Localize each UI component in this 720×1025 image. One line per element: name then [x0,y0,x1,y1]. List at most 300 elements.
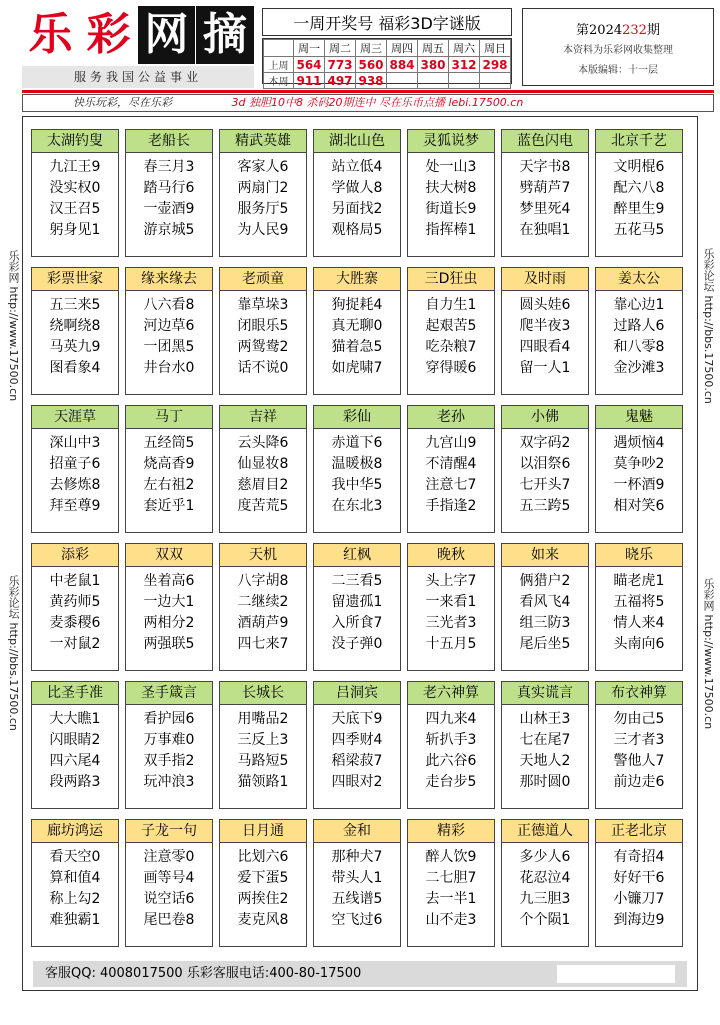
puzzle-line: 如虎啸7 [331,360,383,376]
puzzle-body [220,153,306,241]
puzzle-line: 看风飞4 [519,594,571,610]
puzzle-author: 灵狐说梦 [408,130,494,153]
puzzle-author: 晚秋 [408,544,494,567]
puzzle-body [126,843,212,931]
puzzle-author: 马丁 [126,406,212,429]
puzzle-author: 老六神算 [408,682,494,705]
puzzle-author: 长城长 [220,682,306,705]
puzzle-line: 说空话6 [143,891,195,907]
puzzle-author: 老船长 [126,130,212,153]
puzzle-body [502,567,588,655]
puzzle-line: 用嘴品2 [237,711,289,727]
logo-char: 摘 [196,6,254,64]
edition-title: 一周开奖号 福彩3D字谜版 [262,8,512,36]
puzzle-author: 鬼魅 [596,406,682,429]
puzzle-line: 一杯酒9 [613,477,665,493]
puzzle-author: 金和 [314,820,400,843]
puzzle-card [501,405,589,533]
puzzle-line: 八字胡8 [237,573,289,589]
puzzle-author: 正德道人 [502,820,588,843]
puzzle-line: 个个陨1 [519,912,571,928]
issue-prefix: 第2024 [576,23,623,38]
puzzle-card [313,267,401,395]
puzzle-line: 尾后坐5 [519,636,571,652]
puzzle-line: 我中华5 [331,477,383,493]
draw-number: 938 [356,73,387,89]
puzzle-author: 正老北京 [596,820,682,843]
puzzle-line: 烧高香9 [143,456,195,472]
puzzle-line: 山不走3 [425,912,477,928]
puzzle-line: 两相分2 [143,615,195,631]
puzzle-line: 过路人6 [613,318,665,334]
puzzle-line: 难独霸1 [49,912,101,928]
puzzle-line: 有奇招4 [613,849,665,865]
draw-number [449,73,480,89]
puzzle-body [220,843,306,931]
puzzle-author: 布衣神算 [596,682,682,705]
puzzle-line: 扶大树8 [425,180,477,196]
puzzle-line: 温暖极8 [331,456,383,472]
puzzle-line: 靠草垛3 [237,297,289,313]
puzzle-author: 老顽童 [220,268,306,291]
puzzle-line: 画等号4 [143,870,195,886]
puzzle-line: 中老鼠1 [49,573,101,589]
puzzle-line: 自力生1 [425,297,477,313]
puzzle-line: 以泪祭6 [519,456,571,472]
issue-id: 232 [622,23,647,38]
draw-number: 773 [325,57,356,73]
corner-cell [264,40,294,57]
puzzle-author: 姜太公 [596,268,682,291]
puzzle-line: 九江王9 [49,159,101,175]
day-header: 周二 [325,40,356,57]
puzzle-body [408,705,494,793]
puzzle-author: 吕洞宾 [314,682,400,705]
day-header: 周五 [418,40,449,57]
puzzle-card [125,819,213,947]
puzzle-card [219,819,307,947]
puzzle-card [595,543,683,671]
puzzle-line: 穿得暖6 [425,360,477,376]
slogan: 服务我国公益事业 [22,66,254,88]
puzzle-card [595,681,683,809]
puzzle-line: 留遗孤1 [331,594,383,610]
puzzle-line: 客家人6 [237,159,289,175]
puzzle-line: 文明棍6 [613,159,665,175]
puzzle-line: 留一人1 [519,360,571,376]
ticker-bar [22,94,714,112]
ticker-promo-link[interactable]: 3d 独胆10中8 杀码20期连中 尽在乐币点播 lebi.17500.cn [231,96,524,109]
puzzle-line: 勿由己5 [613,711,665,727]
puzzle-grid [22,116,698,991]
puzzle-author: 大胜寨 [314,268,400,291]
puzzle-line: 二三看5 [331,573,383,589]
puzzle-line: 那种犬7 [331,849,383,865]
puzzle-line: 玩冲浪3 [143,774,195,790]
puzzle-card [125,543,213,671]
puzzle-author: 廊坊鸿运 [32,820,118,843]
puzzle-card [501,129,589,257]
puzzle-author: 如来 [502,544,588,567]
puzzle-line: 梦里死4 [519,201,571,217]
puzzle-line: 四季财4 [331,732,383,748]
puzzle-author: 添彩 [32,544,118,567]
puzzle-line: 手指逢2 [425,498,477,514]
puzzle-line: 醉人饮9 [425,849,477,865]
puzzle-card [125,267,213,395]
puzzle-line: 左右祖2 [143,477,195,493]
puzzle-line: 话不说0 [237,360,289,376]
puzzle-line: 两强联5 [143,636,195,652]
day-header: 周三 [356,40,387,57]
puzzle-body [408,843,494,931]
puzzle-line: 两鸳鸯2 [237,339,289,355]
puzzle-line: 山林王3 [519,711,571,727]
puzzle-line: 看天空0 [49,849,101,865]
logo-char: 乐 [28,9,73,60]
draw-number: 564 [294,57,325,73]
puzzle-body [126,705,212,793]
puzzle-body [314,429,400,517]
puzzle-card [313,405,401,533]
puzzle-line: 此六谷6 [425,753,477,769]
puzzle-author: 精武英雄 [220,130,306,153]
puzzle-line: 在东北3 [331,498,383,514]
puzzle-line: 比划六6 [237,849,289,865]
puzzle-card [125,405,213,533]
puzzle-line: 七开头7 [519,477,571,493]
puzzle-line: 万事难0 [143,732,195,748]
puzzle-line: 莫争吵2 [613,456,665,472]
puzzle-line: 一来看1 [425,594,477,610]
puzzle-line: 俩猎户2 [519,573,571,589]
puzzle-card [313,819,401,947]
puzzle-line: 三才者3 [613,732,665,748]
puzzle-body [502,291,588,379]
puzzle-body [32,291,118,379]
puzzle-card [595,405,683,533]
puzzle-line: 前边走6 [613,774,665,790]
puzzle-card [313,543,401,671]
puzzle-line: 圆头娃6 [519,297,571,313]
puzzle-body [502,843,588,931]
puzzle-line: 赤道下6 [331,435,383,451]
puzzle-line: 七在尾7 [519,732,571,748]
puzzle-body [596,567,682,655]
puzzle-line: 绕啊绕8 [49,318,101,334]
puzzle-line: 在独唱1 [519,222,571,238]
puzzle-line: 为人民9 [237,222,289,238]
puzzle-line: 九宫山9 [425,435,477,451]
puzzle-body [314,843,400,931]
puzzle-body [408,567,494,655]
puzzle-author: 彩仙 [314,406,400,429]
puzzle-line: 爬半夜3 [519,318,571,334]
puzzle-body [408,291,494,379]
side-url-right-top: 乐彩论坛 http://bbs.17500.cn [702,248,715,404]
puzzle-card [31,681,119,809]
side-url-left-bottom: 乐彩论坛 http://bbs.17500.cn [7,575,20,731]
puzzle-body [502,153,588,241]
puzzle-card [407,405,495,533]
puzzle-body [220,567,306,655]
puzzle-line: 街道长9 [425,201,477,217]
puzzle-body [32,153,118,241]
puzzle-line: 稻梁菽7 [331,753,383,769]
puzzle-author: 蓝色闪电 [502,130,588,153]
row-label: 本周 [264,73,294,89]
puzzle-author: 湖北山色 [314,130,400,153]
puzzle-line: 去修炼8 [49,477,101,493]
issue-number [523,19,713,38]
puzzle-line: 双手指2 [143,753,195,769]
puzzle-line: 坐着高6 [143,573,195,589]
puzzle-line: 黄药师5 [49,594,101,610]
puzzle-line: 站立低4 [331,159,383,175]
puzzle-body [220,291,306,379]
puzzle-line: 处一山3 [425,159,477,175]
puzzle-body [32,705,118,793]
puzzle-line: 相对笑6 [613,498,665,514]
info-text: 本资料为乐彩网收集整理 [563,45,673,56]
puzzle-line: 四七来7 [237,636,289,652]
puzzle-line: 靠心边1 [613,297,665,313]
puzzle-body [220,429,306,517]
puzzle-line: 尾巴卷8 [143,912,195,928]
side-url-left-top: 乐彩网 http://www.17500.cn [7,250,20,402]
puzzle-line: 图看象4 [49,360,101,376]
draw-number: 911 [294,73,325,89]
puzzle-line: 汉王召5 [49,201,101,217]
puzzle-card [501,267,589,395]
puzzle-line: 另面找2 [331,201,383,217]
puzzle-author: 彩票世家 [32,268,118,291]
logo-char: 网 [138,6,195,64]
puzzle-card [407,681,495,809]
puzzle-line: 劈葫芦7 [519,180,571,196]
puzzle-line: 四九来4 [425,711,477,727]
footer-bar [33,961,687,987]
puzzle-line: 头上字7 [425,573,477,589]
customer-service-text: 客服QQ: 4008017500 乐彩客服电话:400-80-17500 [45,966,362,981]
puzzle-author: 天涯草 [32,406,118,429]
puzzle-body [596,153,682,241]
puzzle-author: 及时雨 [502,268,588,291]
puzzle-line: 八六看8 [143,297,195,313]
footer-blank-box [557,965,675,983]
table-header-row [264,40,511,57]
puzzle-line: 深山中3 [49,435,101,451]
puzzle-line: 五经筒5 [143,435,195,451]
puzzle-card [501,543,589,671]
puzzle-body [126,153,212,241]
puzzle-line: 两扇门2 [237,180,289,196]
draw-number [480,73,511,89]
issue-box [522,8,714,86]
puzzle-line: 闭眼乐5 [237,318,289,334]
puzzle-line: 河边草6 [143,318,195,334]
puzzle-line: 游京城5 [143,222,195,238]
puzzle-card [407,267,495,395]
puzzle-line: 吃杂粮7 [425,339,477,355]
puzzle-line: 段两路3 [49,774,101,790]
puzzle-line: 拜至尊9 [49,498,101,514]
puzzle-line: 爱下蛋5 [237,870,289,886]
puzzle-line: 猫领路1 [237,774,289,790]
puzzle-line: 麦克风8 [237,912,289,928]
puzzle-line: 春三月3 [143,159,195,175]
puzzle-line: 一边大1 [143,594,195,610]
puzzle-line: 算和值4 [49,870,101,886]
puzzle-line: 斩扒手3 [425,732,477,748]
puzzle-line: 那时圆0 [519,774,571,790]
puzzle-line: 大大瞧1 [49,711,101,727]
puzzle-line: 去一半1 [425,891,477,907]
puzzle-line: 不清醒4 [425,456,477,472]
puzzle-card [31,819,119,947]
draw-number: 380 [418,57,449,73]
puzzle-author: 圣手箴言 [126,682,212,705]
puzzle-body [126,567,212,655]
puzzle-line: 观格局5 [331,222,383,238]
issue-suffix: 期 [646,23,660,38]
puzzle-line: 情人来4 [613,615,665,631]
puzzle-line: 踏马行6 [143,180,195,196]
puzzle-line: 套近乎1 [143,498,195,514]
puzzle-card [219,405,307,533]
puzzle-line: 花忍泣4 [519,870,571,886]
day-header: 周一 [294,40,325,57]
puzzle-author: 比圣手准 [32,682,118,705]
puzzle-author: 老孙 [408,406,494,429]
puzzle-author: 日月通 [220,820,306,843]
puzzle-line: 看护园6 [143,711,195,727]
header-divider [22,90,714,93]
puzzle-line: 二七胆7 [425,870,477,886]
puzzle-line: 一团黑5 [143,339,195,355]
puzzle-line: 招童子6 [49,456,101,472]
puzzle-body [596,843,682,931]
puzzle-line: 躬身见1 [49,222,101,238]
draw-number: 560 [356,57,387,73]
puzzle-author: 缘来缘去 [126,268,212,291]
day-header: 周日 [480,40,511,57]
puzzle-line: 真无聊0 [331,318,383,334]
puzzle-body [408,153,494,241]
puzzle-body [32,567,118,655]
ticker-slogan: 快乐玩彩，尽在乐彩 [73,96,172,109]
puzzle-body [314,153,400,241]
puzzle-card [31,405,119,533]
puzzle-line: 五线谱5 [331,891,383,907]
puzzle-body [32,429,118,517]
puzzle-card [313,681,401,809]
puzzle-line: 三光者3 [425,615,477,631]
puzzle-body [502,429,588,517]
puzzle-card [595,129,683,257]
puzzle-line: 天地人2 [519,753,571,769]
puzzle-line: 入所食7 [331,615,383,631]
puzzle-line: 到海边9 [613,912,665,928]
puzzle-line: 十五月5 [425,636,477,652]
editor-text: 本版编辑：十一层 [578,65,658,76]
puzzle-line: 配六八8 [613,180,665,196]
puzzle-line: 头南向6 [613,636,665,652]
puzzle-line: 遇烦恼4 [613,435,665,451]
puzzle-line: 双字码2 [519,435,571,451]
puzzle-card [501,681,589,809]
row-label: 上周 [264,57,294,73]
puzzle-body [220,705,306,793]
puzzle-card [407,819,495,947]
puzzle-body [596,429,682,517]
puzzle-line: 五三来5 [49,297,101,313]
puzzle-author: 精彩 [408,820,494,843]
puzzle-line: 走台步5 [425,774,477,790]
logo-char: 彩 [86,9,131,60]
puzzle-line: 带头人1 [331,870,383,886]
puzzle-line: 马路短5 [237,753,289,769]
puzzle-author: 三D狂虫 [408,268,494,291]
puzzle-card [31,543,119,671]
puzzle-body [314,291,400,379]
puzzle-line: 瞄老虎1 [613,573,665,589]
puzzle-line: 麦黍稷6 [49,615,101,631]
puzzle-line: 四眼对2 [331,774,383,790]
draw-number: 884 [387,57,418,73]
puzzle-body [596,291,682,379]
puzzle-body [314,705,400,793]
puzzle-line: 空飞过6 [331,912,383,928]
puzzle-line: 警他人7 [613,753,665,769]
puzzle-line: 五三跨5 [519,498,571,514]
puzzle-author: 吉祥 [220,406,306,429]
puzzle-card [219,681,307,809]
puzzle-line: 猫着急5 [331,339,383,355]
puzzle-line: 没实权0 [49,180,101,196]
draw-number [387,73,418,89]
puzzle-line: 指挥棒1 [425,222,477,238]
logo [22,6,254,64]
puzzle-body [596,705,682,793]
puzzle-card [407,543,495,671]
puzzle-line: 和八零8 [613,339,665,355]
puzzle-card [219,129,307,257]
puzzle-line: 多少人6 [519,849,571,865]
puzzle-card [31,267,119,395]
puzzle-card [595,819,683,947]
puzzle-card [595,267,683,395]
side-url-right-bottom: 乐彩网 http://www.17500.cn [702,578,715,730]
puzzle-line: 四眼看4 [519,339,571,355]
puzzle-card [219,543,307,671]
puzzle-line: 学做人8 [331,180,383,196]
draw-number: 298 [480,57,511,73]
puzzle-author: 晓乐 [596,544,682,567]
day-header: 周六 [449,40,480,57]
puzzle-line: 两挨住2 [237,891,289,907]
puzzle-line: 醉里生9 [613,201,665,217]
puzzle-card [313,129,401,257]
puzzle-body [314,567,400,655]
puzzle-line: 井台水0 [143,360,195,376]
puzzle-author: 红枫 [314,544,400,567]
puzzle-line: 酒葫芦9 [237,615,289,631]
puzzle-card [219,267,307,395]
puzzle-body [502,705,588,793]
puzzle-line: 服务厅5 [237,201,289,217]
puzzle-author: 太湖钓叟 [32,130,118,153]
